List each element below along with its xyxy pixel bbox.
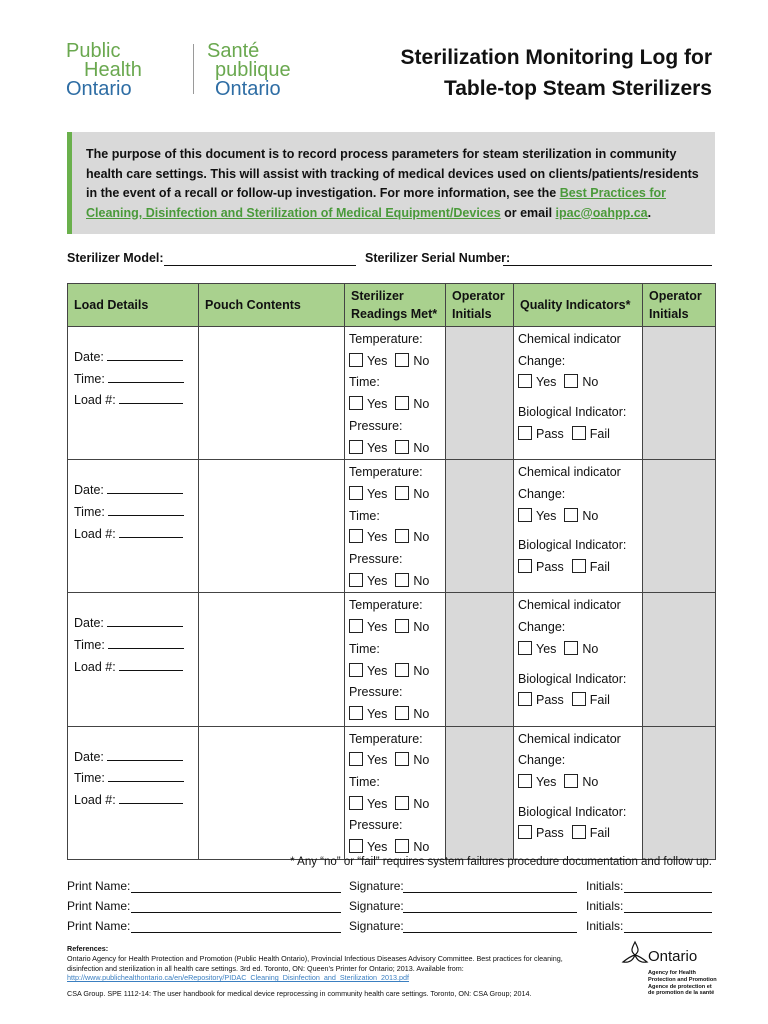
no-label: No <box>413 663 430 678</box>
reference-1-text: Ontario Agency for Health Protection and Promotion (Public Health Ontario), Provincial Infectious Diseases Advisory Committee. Best practices for cleaning, disinfection and sterilization in all health care settings. 3rd ed. Toronto, ON: Queen’s Printer for Ontario; 2013. Available from: <box>67 953 563 973</box>
temperature-label: Temperature: <box>349 731 423 746</box>
no-label: No <box>413 353 430 368</box>
pressure-label: Pressure: <box>349 818 403 833</box>
biological-pass-checkbox[interactable] <box>518 825 532 839</box>
chemical-yes-checkbox[interactable] <box>518 641 532 655</box>
signature-row <box>67 899 715 919</box>
pass-label: Pass <box>536 426 564 441</box>
chemical-indicator-label: Chemical indicator <box>518 731 621 746</box>
logo-en-line2: Health <box>84 59 142 81</box>
load-details-cell <box>68 726 199 859</box>
initials-label: Initials: <box>586 919 624 933</box>
fail-label: Fail <box>589 826 610 841</box>
no-label: No <box>413 397 430 412</box>
operator-initials-cell[interactable] <box>446 726 514 859</box>
time-label: Time: <box>74 371 105 386</box>
monitoring-log-table <box>67 283 716 860</box>
initials-label: Initials: <box>586 899 624 913</box>
operator-initials-cell-2[interactable] <box>643 327 716 460</box>
email-link[interactable]: ipac@oahpp.ca <box>555 205 648 220</box>
date-label: Date: <box>74 350 104 364</box>
change-label: Change: <box>518 486 566 501</box>
initials-field[interactable] <box>624 892 712 893</box>
no-label: No <box>413 620 430 635</box>
temperature-no-checkbox[interactable] <box>395 619 409 633</box>
biological-fail-checkbox[interactable] <box>572 426 586 440</box>
date-field[interactable] <box>107 615 183 627</box>
biological-fail-checkbox[interactable] <box>572 559 586 573</box>
no-label: No <box>413 440 430 455</box>
reference-2: CSA Group. SPE 1112-14: The user handbook for medical device reprocessing in community health care settings. Toronto, ON: CSA Group; 2014. <box>67 989 532 999</box>
load-details-cell <box>68 327 199 460</box>
pressure-yes-checkbox[interactable] <box>349 839 363 853</box>
load-number-field[interactable] <box>119 659 183 671</box>
date-label: Date: <box>74 616 104 631</box>
pressure-label: Pressure: <box>349 418 403 433</box>
operator-initials-cell[interactable] <box>446 460 514 593</box>
header-pouch-contents: Pouch Contents <box>199 284 345 327</box>
time-label: Time: <box>74 638 105 653</box>
chemical-no-checkbox[interactable] <box>564 641 578 655</box>
signature-label: Signature: <box>349 919 404 933</box>
header-sterilizer-readings: Sterilizer Readings Met* <box>345 284 446 327</box>
date-field[interactable] <box>107 749 183 761</box>
change-label: Change: <box>518 353 566 368</box>
pouch-contents-cell[interactable] <box>199 726 345 859</box>
time-no-checkbox[interactable] <box>395 396 409 410</box>
ontario-wordmark: Ontario <box>648 948 698 965</box>
load-label: Load #: <box>74 659 116 674</box>
no-label: No <box>413 573 430 588</box>
biological-indicator-label: Biological Indicator: <box>518 405 627 420</box>
fail-label: Fail <box>589 560 610 575</box>
table-header-row <box>68 284 716 327</box>
yes-label: Yes <box>536 641 557 656</box>
header-operator-initials-2: Operator Initials <box>643 284 716 327</box>
pressure-no-checkbox[interactable] <box>395 839 409 853</box>
temperature-label: Temperature: <box>349 598 423 613</box>
yes-label: Yes <box>367 530 388 545</box>
pressure-yes-checkbox[interactable] <box>349 706 363 720</box>
print-name-field[interactable] <box>131 912 341 913</box>
signature-row <box>67 879 715 899</box>
purpose-end: . <box>647 205 652 220</box>
title-line-1: Sterilization Monitoring Log for <box>400 46 712 69</box>
ontario-logo <box>620 940 720 1006</box>
no-label: No <box>413 753 430 768</box>
no-label: No <box>582 641 599 656</box>
table-row <box>68 726 716 859</box>
logo-french <box>207 42 291 99</box>
no-label: No <box>413 796 430 811</box>
yes-label: Yes <box>367 397 388 412</box>
logo-fr-line1: Santé <box>207 40 260 62</box>
yes-label: Yes <box>367 440 388 455</box>
pouch-contents-cell[interactable] <box>199 593 345 726</box>
yes-label: Yes <box>367 620 388 635</box>
date-field[interactable] <box>107 349 183 361</box>
no-label: No <box>582 375 599 390</box>
time-no-checkbox[interactable] <box>395 663 409 677</box>
pressure-yes-checkbox[interactable] <box>349 573 363 587</box>
signature-field[interactable] <box>403 912 577 913</box>
no-label: No <box>413 706 430 721</box>
signature-label: Signature: <box>349 879 404 893</box>
yes-label: Yes <box>367 753 388 768</box>
sterilizer-readings-cell <box>345 593 446 726</box>
date-field[interactable] <box>107 482 183 494</box>
biological-indicator-label: Biological Indicator: <box>518 804 627 819</box>
time-param-label: Time: <box>349 375 380 390</box>
table-row <box>68 593 716 726</box>
yes-label: Yes <box>367 353 388 368</box>
biological-fail-checkbox[interactable] <box>572 692 586 706</box>
logo-en-line1: Public <box>66 40 121 62</box>
pressure-no-checkbox[interactable] <box>395 573 409 587</box>
chemical-indicator-label: Chemical indicator <box>518 465 621 480</box>
load-number-field[interactable] <box>119 392 183 404</box>
date-label: Date: <box>74 749 104 764</box>
purpose-mid: or email <box>500 205 556 220</box>
temperature-label: Temperature: <box>349 332 423 346</box>
time-label: Time: <box>74 504 105 519</box>
sterilizer-readings-cell <box>345 460 446 593</box>
chemical-no-checkbox[interactable] <box>564 774 578 788</box>
references <box>67 944 597 999</box>
signature-row <box>67 919 715 939</box>
pouch-contents-cell[interactable] <box>199 327 345 460</box>
header-operator-initials: Operator Initials <box>446 284 514 327</box>
time-field[interactable] <box>108 371 184 383</box>
public-health-ontario-logo <box>66 42 328 100</box>
signature-field[interactable] <box>403 932 577 933</box>
best-practices-link[interactable]: Best Practices for Cleaning, Disinfection and Sterilization of Medical Equipment/Devices <box>86 186 666 220</box>
pass-label: Pass <box>536 693 564 708</box>
load-label: Load #: <box>74 526 116 541</box>
operator-initials-cell[interactable] <box>446 593 514 726</box>
time-yes-checkbox[interactable] <box>349 529 363 543</box>
biological-indicator-label: Biological Indicator: <box>518 671 627 686</box>
chemical-yes-checkbox[interactable] <box>518 774 532 788</box>
purpose-box <box>67 132 715 234</box>
yes-label: Yes <box>536 508 557 523</box>
print-name-field[interactable] <box>131 892 341 893</box>
reference-1-link[interactable]: http://www.publichealthontario.ca/en/eRepository/PIDAC_Cleaning_Disinfection_and_Sterilization_2013.pdf <box>67 973 410 983</box>
load-number-field[interactable] <box>119 526 183 538</box>
time-yes-checkbox[interactable] <box>349 396 363 410</box>
pass-label: Pass <box>536 826 564 841</box>
biological-pass-checkbox[interactable] <box>518 559 532 573</box>
chemical-indicator-label: Chemical indicator <box>518 598 621 613</box>
biological-fail-checkbox[interactable] <box>572 825 586 839</box>
yes-label: Yes <box>367 663 388 678</box>
table-row <box>68 327 716 460</box>
title-line-2: Table-top Steam Sterilizers <box>443 77 712 100</box>
pressure-label: Pressure: <box>349 685 403 700</box>
time-no-checkbox[interactable] <box>395 796 409 810</box>
time-field[interactable] <box>108 637 184 649</box>
sterilizer-model-field[interactable] <box>164 265 356 266</box>
no-label: No <box>582 775 599 790</box>
reference-1 <box>67 954 597 983</box>
yes-label: Yes <box>367 840 388 855</box>
header-quality-indicators: Quality Indicators* <box>514 284 643 327</box>
initials-field[interactable] <box>624 912 712 913</box>
agency-line-4: de promotion de la santé <box>648 990 715 997</box>
no-label: No <box>413 530 430 545</box>
logo-en-line3: Ontario <box>66 78 132 100</box>
operator-initials-cell[interactable] <box>446 327 514 460</box>
signature-section <box>67 879 715 939</box>
no-label: No <box>413 486 430 501</box>
temperature-no-checkbox[interactable] <box>395 486 409 500</box>
header-load-details: Load Details <box>68 284 199 327</box>
operator-initials-cell-2[interactable] <box>643 593 716 726</box>
biological-pass-checkbox[interactable] <box>518 426 532 440</box>
print-name-label: Print Name: <box>67 879 131 893</box>
pressure-no-checkbox[interactable] <box>395 706 409 720</box>
temperature-yes-checkbox[interactable] <box>349 353 363 367</box>
temperature-label: Temperature: <box>349 465 423 480</box>
document-title <box>352 42 712 104</box>
agency-line-3: Agence de protection et <box>648 983 712 990</box>
agency-line-1: Agency for Health <box>648 970 696 976</box>
load-details-cell <box>68 460 199 593</box>
yes-label: Yes <box>367 706 388 721</box>
biological-indicator-label: Biological Indicator: <box>518 538 627 553</box>
temperature-yes-checkbox[interactable] <box>349 752 363 766</box>
load-number-field[interactable] <box>119 792 183 804</box>
yes-label: Yes <box>367 573 388 588</box>
sterilizer-readings-cell <box>345 327 446 460</box>
no-label: No <box>582 508 599 523</box>
change-label: Change: <box>518 620 566 635</box>
pressure-no-checkbox[interactable] <box>395 440 409 454</box>
yes-label: Yes <box>367 796 388 811</box>
yes-label: Yes <box>367 486 388 501</box>
fail-label: Fail <box>589 693 610 708</box>
temperature-no-checkbox[interactable] <box>395 353 409 367</box>
time-param-label: Time: <box>349 775 380 790</box>
no-label: No <box>413 840 430 855</box>
time-param-label: Time: <box>349 508 380 523</box>
quality-indicators-cell <box>514 327 643 460</box>
time-yes-checkbox[interactable] <box>349 663 363 677</box>
logo-fr-line2: publique <box>215 59 291 81</box>
time-label: Time: <box>74 771 105 786</box>
temperature-no-checkbox[interactable] <box>395 752 409 766</box>
quality-indicators-cell <box>514 726 643 859</box>
temperature-yes-checkbox[interactable] <box>349 486 363 500</box>
logo-english <box>66 42 142 99</box>
initials-field[interactable] <box>624 932 712 933</box>
signature-label: Signature: <box>349 899 404 913</box>
sterilizer-readings-cell <box>345 726 446 859</box>
fail-label: Fail <box>589 426 610 441</box>
load-label: Load #: <box>74 793 116 808</box>
time-no-checkbox[interactable] <box>395 529 409 543</box>
chemical-no-checkbox[interactable] <box>564 508 578 522</box>
pass-label: Pass <box>536 560 564 575</box>
load-label: Load #: <box>74 393 116 408</box>
footnote: * Any “no” or “fail” requires system failures procedure documentation and follow up. <box>290 856 712 868</box>
biological-pass-checkbox[interactable] <box>518 692 532 706</box>
table-row <box>68 460 716 593</box>
trillium-icon <box>620 940 650 970</box>
chemical-yes-checkbox[interactable] <box>518 374 532 388</box>
yes-label: Yes <box>536 775 557 790</box>
agency-line-2: Protection and Promotion <box>648 976 717 983</box>
quality-indicators-cell <box>514 593 643 726</box>
print-name-field[interactable] <box>131 932 341 933</box>
chemical-indicator-label: Chemical indicator <box>518 332 621 346</box>
yes-label: Yes <box>536 375 557 390</box>
quality-indicators-cell <box>514 460 643 593</box>
time-param-label: Time: <box>349 641 380 656</box>
load-details-cell <box>68 593 199 726</box>
pouch-contents-cell[interactable] <box>199 460 345 593</box>
sterilizer-serial-field[interactable] <box>503 265 712 266</box>
pressure-yes-checkbox[interactable] <box>349 440 363 454</box>
chemical-no-checkbox[interactable] <box>564 374 578 388</box>
logo-divider <box>193 44 194 94</box>
references-heading: References: <box>67 944 109 953</box>
logo-fr-line3: Ontario <box>215 78 281 100</box>
time-field[interactable] <box>108 770 184 782</box>
time-yes-checkbox[interactable] <box>349 796 363 810</box>
change-label: Change: <box>518 753 566 768</box>
chemical-yes-checkbox[interactable] <box>518 508 532 522</box>
date-label: Date: <box>74 483 104 498</box>
operator-initials-cell-2[interactable] <box>643 726 716 859</box>
initials-label: Initials: <box>586 879 624 893</box>
sterilizer-model-label: Sterilizer Model: <box>67 251 164 265</box>
temperature-yes-checkbox[interactable] <box>349 619 363 633</box>
signature-field[interactable] <box>403 892 577 893</box>
purpose-text: The purpose of this document is to record process parameters for steam sterilization in community health care settings. This will assist with tracking of medical devices used on clients/patients/residents in the event of a recall or follow-up investigation. For more information, see the <box>86 147 699 200</box>
sterilizer-serial-label: Sterilizer Serial Number: <box>365 251 511 265</box>
pressure-label: Pressure: <box>349 552 403 567</box>
print-name-label: Print Name: <box>67 919 131 933</box>
ontario-agency-text <box>648 970 717 997</box>
operator-initials-cell-2[interactable] <box>643 460 716 593</box>
print-name-label: Print Name: <box>67 899 131 913</box>
time-field[interactable] <box>108 504 184 516</box>
